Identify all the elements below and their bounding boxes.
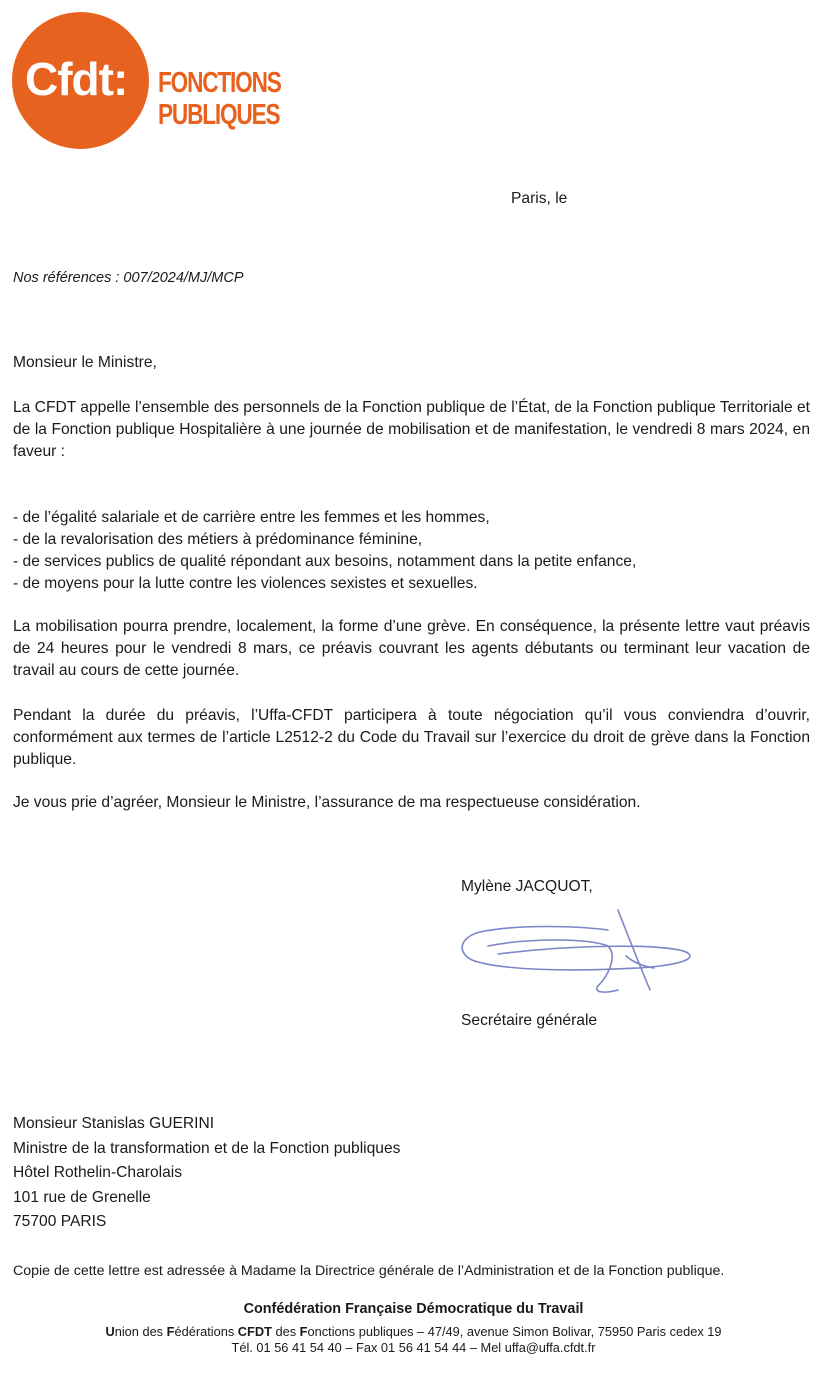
list-item: - de services publics de qualité répondant aux besoins, notamment dans la petite enfance, <box>13 553 637 570</box>
address-line: Monsieur Stanislas GUERINI <box>13 1115 215 1132</box>
address-line: 75700 PARIS <box>13 1213 107 1230</box>
logo-mark: Cfdt: <box>25 53 128 105</box>
logo-line-1: FONCTIONS <box>158 67 281 99</box>
address-line: Ministre de la transformation et de la Fonction publiques <box>13 1139 401 1157</box>
footer-organization: Confédération Française Démocratique du Travail <box>243 1301 584 1317</box>
references: Nos références : 007/2024/MJ/MCP <box>13 270 244 286</box>
signatory-name: Mylène JACQUOT, <box>461 878 593 895</box>
paragraph-2: La mobilisation pourra prendre, localement, la forme d’une grève. En conséquence, la présente lettre vaut préavis de 24 heures pour le vendredi 8 mars, ce préavis couvrant les agents débutants ou terminant leur vacation de travail au cours de cette journée. <box>13 618 810 679</box>
list-item: - de la revalorisation des métiers à prédominance féminine, <box>13 531 423 548</box>
paragraph-3: Pendant la durée du préavis, l’Uffa-CFDT participera à toute négociation qu’il vous conviendra d’ouvrir, conformément aux termes de l’article L2512-2 du Code du Travail sur l’exercice du droit de grève dans la Fonction publique. <box>13 707 810 768</box>
salutation: Monsieur le Ministre, <box>13 354 157 371</box>
place-date: Paris, le <box>511 190 568 207</box>
closing-formula: Je vous prie d’agréer, Monsieur le Ministre, l’assurance de ma respectueuse considération. <box>13 794 641 811</box>
signatory-title: Secrétaire générale <box>461 1012 598 1029</box>
paragraph-1: La CFDT appelle l’ensemble des personnels de la Fonction publique de l’État, de la Fonction publique Territoriale et de la Fonction publique Hospitalière à une journée de mobilisation et de manifestation, le vendredi 8 mars 2024, en faveur : <box>13 399 810 460</box>
footer-contact: Tél. 01 56 41 54 40 – Fax 01 56 41 54 44 – Mel uffa@uffa.cfdt.fr <box>231 1340 596 1355</box>
demands-list <box>13 507 636 595</box>
handwritten-signature <box>458 906 698 1006</box>
cfdt-logo <box>12 12 281 152</box>
address-line: 101 rue de Grenelle <box>13 1188 151 1206</box>
logo-line-2: PUBLIQUES <box>158 99 280 131</box>
recipient-address <box>13 1112 400 1235</box>
address-line: Hôtel Rothelin-Charolais <box>13 1164 183 1181</box>
list-item: - de l’égalité salariale et de carrière entre les femmes et les hommes, <box>13 509 490 526</box>
copy-note: Copie de cette lettre est adressée à Madame la Directrice générale de l’Administration et de la Fonction publique. <box>13 1263 725 1279</box>
footer-address: Union des Fédérations CFDT des Fonctions publiques – 47/49, avenue Simon Bolivar, 75950 Paris cedex 19 <box>105 1324 722 1339</box>
list-item: - de moyens pour la lutte contre les violences sexistes et sexuelles. <box>13 575 478 592</box>
